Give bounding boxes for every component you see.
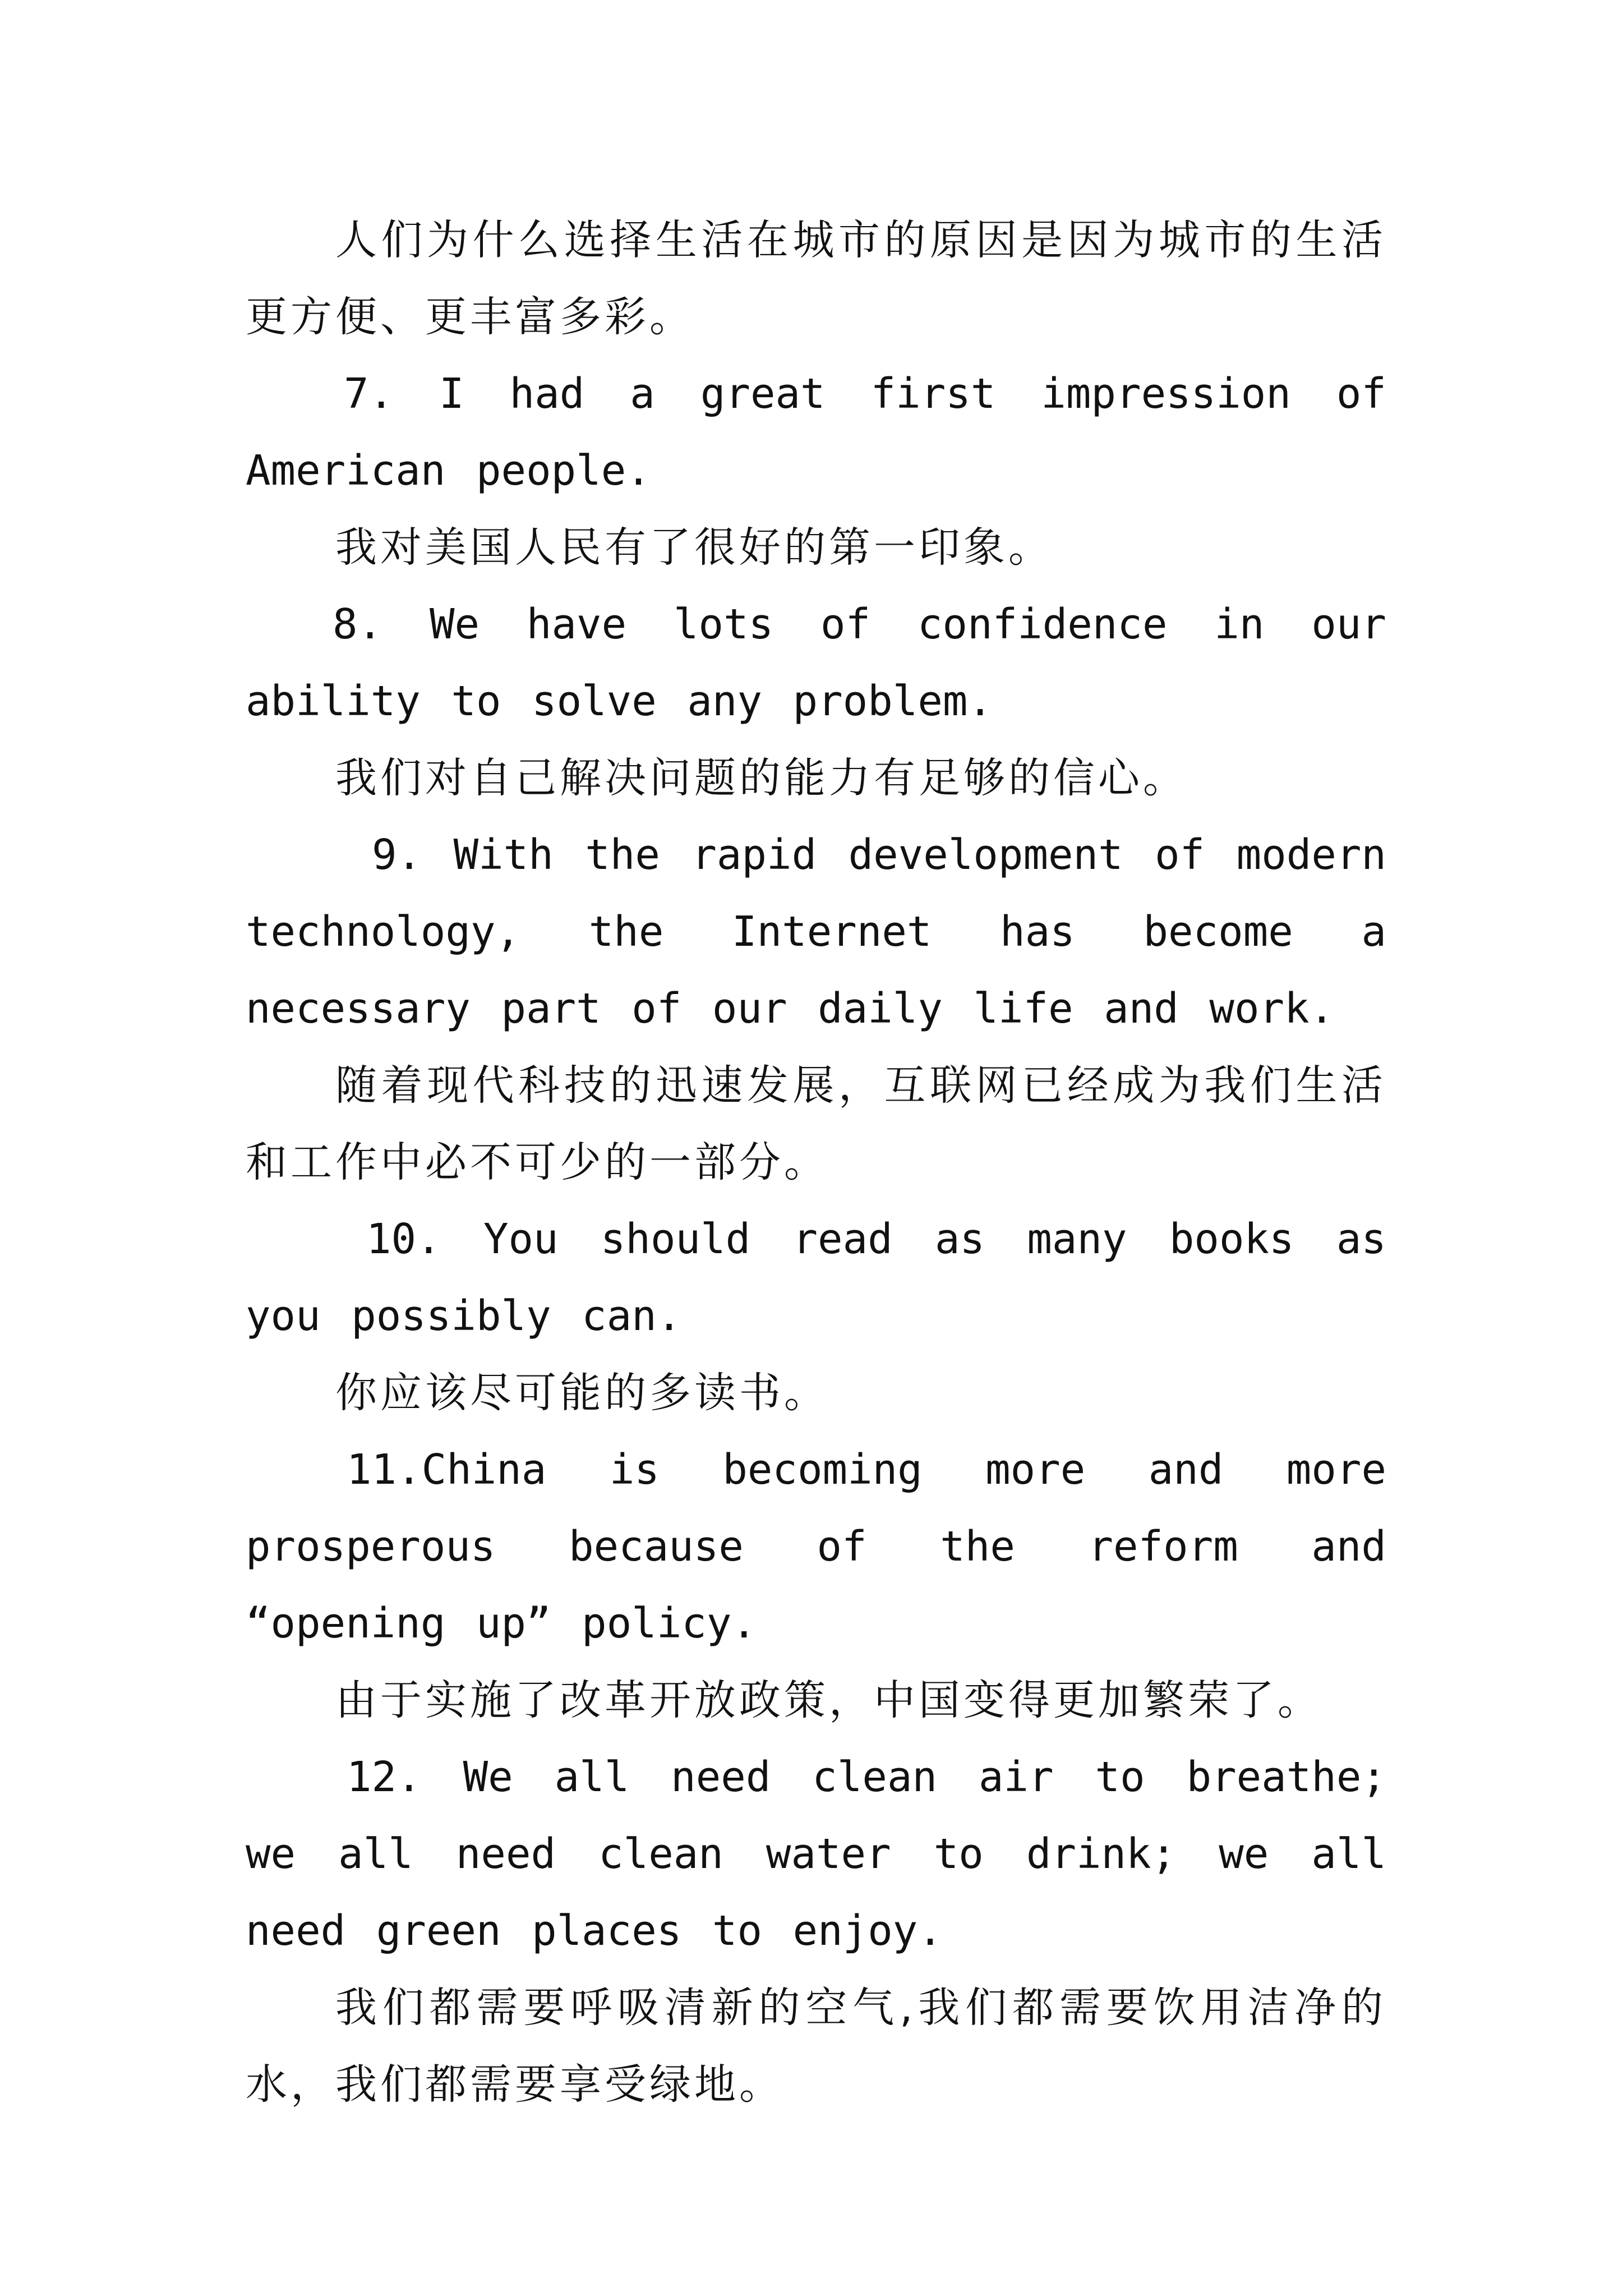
paragraph-zh-city-life: 人们为什么选择生活在城市的原因是因为城市的生活更方便、更丰富多彩。 [246,216,1386,341]
sentence-12-english: 12. We all need clean air to breathe; we all need clean water to drink; we all need green places to enjoy. [246,1753,1386,1955]
sentence-8-english: 8. We have lots of confidence in our ability to solve any problem. [246,600,1386,725]
sentence-8-chinese: 我们对自己解决问题的能力有足够的信心。 [335,754,1188,802]
sentence-9-chinese: 随着现代科技的迅速发展，互联网已经成为我们生活和工作中必不可少的一部分。 [246,1061,1386,1186]
sentence-7-chinese: 我对美国人民有了很好的第一印象。 [335,523,1053,572]
sentence-10-chinese: 你应该尽可能的多读书。 [335,1369,829,1417]
sentence-7-english: 7. I had a great first impression of American people. [246,370,1386,495]
sentence-10-english: 10. You should read as many books as you possibly can. [246,1215,1386,1340]
sentence-12-chinese: 我们都需要呼吸清新的空气,我们都需要饮用洁净的水，我们都需要享受绿地。 [246,1984,1386,2109]
document-page [246,202,1386,2123]
sentence-11-english: 11.China is becoming more and more prosperous because of the reform and “opening up” policy. [246,1446,1386,1648]
sentence-9-english: 9. With the rapid development of modern technology, the Internet has become a necessary part of our daily life and work. [246,831,1386,1033]
sentence-11-chinese: 由于实施了改革开放政策，中国变得更加繁荣了。 [335,1676,1322,1724]
